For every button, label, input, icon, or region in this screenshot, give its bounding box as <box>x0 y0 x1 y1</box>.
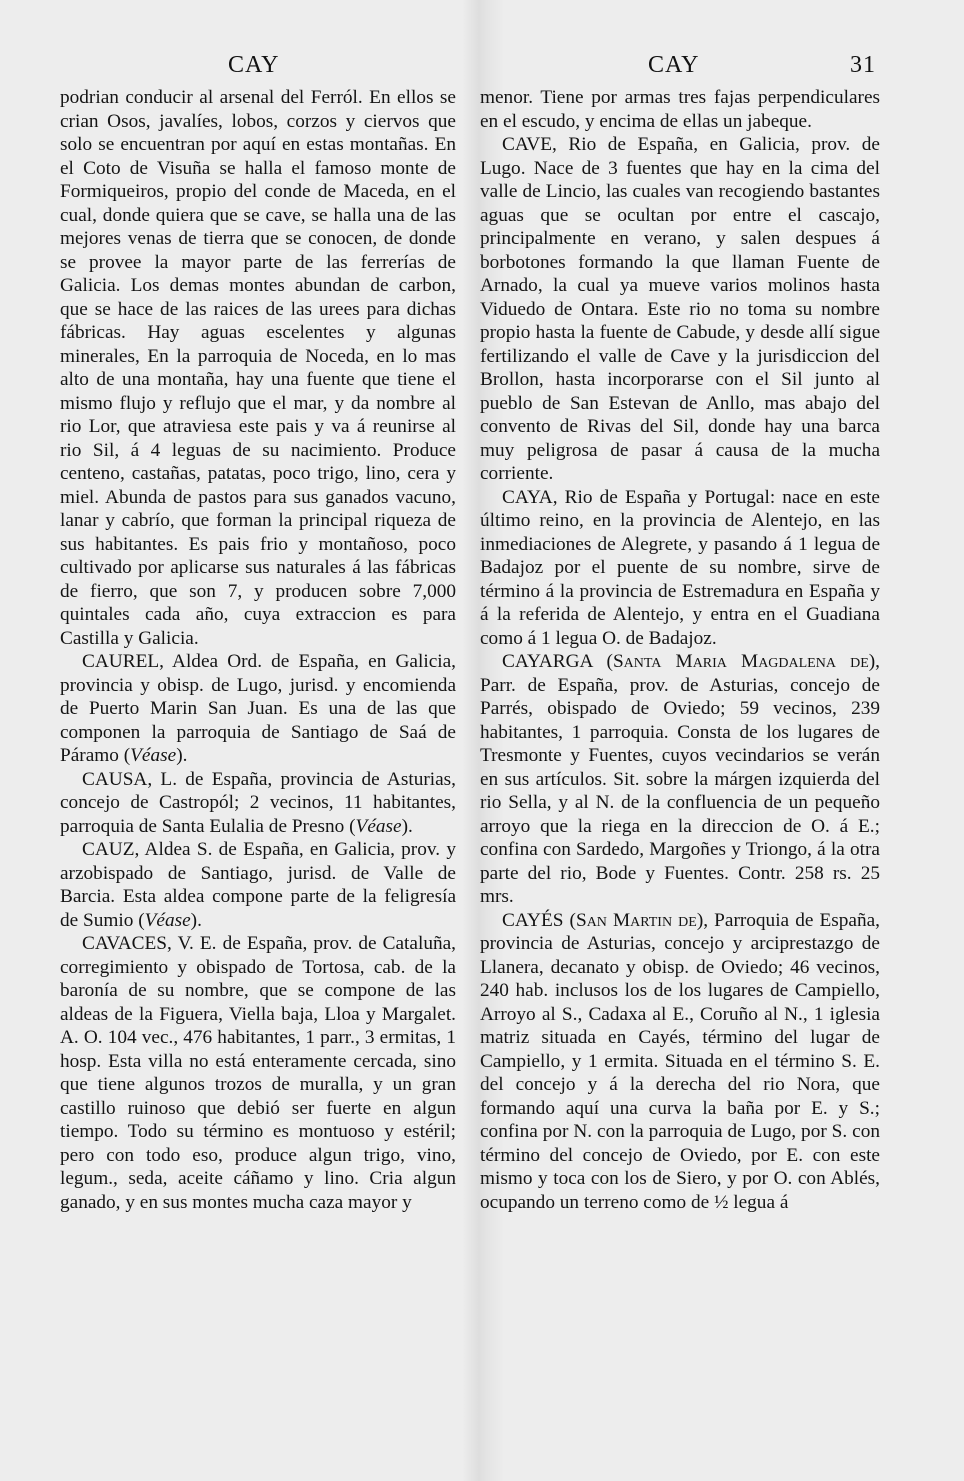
entry-cave <box>480 133 880 486</box>
entry-text: , Aldea S. de España, en Galicia, prov. y arzobispado de Santiago, jurisd. de Valle de Barcia. Esta aldea compone parte de la feligresía de Sumio ( <box>60 839 456 931</box>
entry-caurel <box>60 650 456 768</box>
entry-text-end: ). <box>176 745 188 766</box>
entry-text: , Aldea Ord. de España, en Galicia, provincia y obisp. de Lugo, jurisd. y encomienda de Puerto Marin San Juan. Es una de las que componen la parroquia de Santiago de Saá de Páramo ( <box>60 651 456 766</box>
cross-reference: Véase <box>144 909 191 931</box>
entry-cavaces <box>60 932 456 1214</box>
cross-reference: Véase <box>130 745 177 766</box>
entry-text-end: ). <box>401 815 413 837</box>
entry-subtitle: San Martin de <box>575 909 697 931</box>
entry-cayarga: CAYARGA (Santa Maria Magdalena de), Parr. de España, prov. de Asturias, concejo de Parrés, obispado de Oviedo; 59 vecinos, 239 habitantes, 1 parroquia. Consta de los lugares de Tresmonte y Fuentes, cuyos vecindarios se verán en sus artículos. Sit. sobre la márgen izquierda del rio Sella, y al N. de la confluencia de un pequeño arroyo que la riega en la direccion de O. á E.; confina con Sardedo, Margoñes y Triongo, á la otra parte del rio, Bode y Fuentes. Contr. 258 rs. 25 mrs. <box>480 651 880 907</box>
entry-cauz <box>60 838 456 932</box>
entry-headword: CAUZ <box>82 839 135 860</box>
entry-caya <box>480 486 880 651</box>
entry-text: ), Parroquia de España, provincia de Asturias, concejo y arciprestazgo de Llanera, decanato y obisp. de Oviedo; 46 vecinos, 240 hab. inclusos los de los lugares de Campiello, Arroyo al S., Cadaxa al E., Coruño al N., 1 iglesia matriz situada en Cayés, término del lugar de Campiello, y 1 ermita. Situada en el término S. E. del concejo y á la derecha del rio Nora, que formando aquí una curva la baña por E. y S.; confina por N. con la parroquia de Lugo, por S. con término del concejo de Oviedo, por E. con este mismo y toca con los de Siero, y por O. con Ablés, ocupando un terreno como de ½ legua á <box>480 909 880 1213</box>
running-head-right: CAY <box>648 52 700 78</box>
continued-entry-text: menor. Tiene por armas tres fajas perpendiculares en el escudo, y encima de ellas un jabeque. <box>480 87 880 132</box>
cross-reference: Véase <box>355 815 402 837</box>
entry-text: , V. E. de España, prov. de Cataluña, corregimiento y obispado de Tortosa, cab. de la baronía de su nombre, que se compone de las aldeas de la Figuera, Viella baja, Lloa y Margalet. A. O. 104 vec., 476 habitantes, 1 parr., 3 ermitas, 1 hosp. Esta villa no está enteramente cercada, sino que tiene algunos trozos de muralla, y un gran castillo ruinoso que debió ser fuerte en algun tiempo. Todo su término es montuoso y estéril; pero con todo eso, produce algun trigo, vino, legum., seda, aceite cáñamo y lino. Cria algun ganado, y en sus montes mucha caza mayor y <box>60 933 456 1213</box>
entry-cayes: CAYÉS (San Martin de), Parroquia de España, provincia de Asturias, concejo y arciprestazgo de Llanera, decanato y obisp. de Oviedo; 46 vecinos, 240 hab. inclusos los de los lugares de Campiello, Arroyo al S., Cadaxa al E., Coruño al N., 1 iglesia matriz situada en Cayés, término del lugar de Campiello, y 1 ermita. Situada en el término S. E. del concejo y á la derecha del rio Nora, que formando aquí una curva la baña por E. y S.; confina por N. con la parroquia de Lugo, por S. con término del concejo de Oviedo, por E. con este mismo y toca con los de Siero, y por O. con Ablés, ocupando un terreno como de ½ legua á <box>480 909 880 1213</box>
running-head-left: CAY <box>228 52 280 78</box>
entry-headword: CAYÉS <box>502 909 564 931</box>
entry-headword: CAUREL <box>82 651 160 672</box>
entry-headword: CAYARGA <box>502 651 593 672</box>
left-column <box>60 86 456 1214</box>
entry-causa <box>60 768 456 839</box>
entry-text: , Rio de España, en Galicia, prov. de Lugo. Nace de 3 fuentes que hay en la cima del valle de Lincio, las cuales van recogiendo bastantes aguas que se ocultan por entre el cascajo, principalmente en verano, y salen despues á borbotones formando la que llaman Fuente de Arnado, la cual ya mueve varios molinos hasta Viduedo de Ontara. Este rio no toma su nombre propio hasta la fuente de Cabude, y desde allí sigue fertilizando el valle de Cave y la jurisdiccion del Brollon, hasta incorporarse con el Sil junto al pueblo de San Estevan de Anllo, mas abajo del convento de Rivas del Sil, donde hay una barca muy peligrosa de pasar á causa de la mucha corriente. <box>480 134 880 484</box>
entry-headword: CAYA <box>502 486 553 508</box>
entry-headword: CAUSA <box>82 768 148 790</box>
entry-text: , Rio de España y Portugal: nace en este último reino, en la provincia de Alentejo, en las inmediaciones de Alegrete, y pasando á 1 legua de Badajoz por el puente de su nombre, sirve de término á la provincia de Estremadura en España y á la referida de Alentejo, y entra en el Guadiana como á 1 legua O. de Badajoz. <box>480 486 880 649</box>
entry-text: ), Parr. de España, prov. de Asturias, concejo de Parrés, obispado de Oviedo; 59 vecinos, 239 habitantes, 1 parroquia. Consta de los lugares de Tresmonte y Fuentes, cuyos vecindarios se verán en sus artículos. Sit. sobre la márgen izquierda del rio Sella, y al N. de la confluencia de un pequeño arroyo que la riega en la direccion de O. á E.; confina con Sardedo, Margoñes y Triongo, á la otra parte del rio, Bode y Fuentes. Contr. 258 rs. 25 mrs. <box>480 651 880 907</box>
right-column <box>480 86 880 1214</box>
entry-headword: CAVACES <box>82 933 168 954</box>
continued-entry-text: podrian conducir al arsenal del Ferról. En ellos se crian Osos, javalíes, lobos, corzos y ciervos que solo se encuentran por aquí en estas montañas. En el Coto de Visuña se halla el famoso monte de Formiqueiros, propio del conde de Maceda, en el cual, donde quiera que se cave, se halla una de las mejores venas de tierra que se conocen, de donde se provee la mayor parte de las ferrerías de Galicia. Los demas montes abundan de carbon, que se hace de las raices de las urees para dichas fábricas. Hay aguas escelentes y algunas minerales, En la parroquia de Noceda, en lo mas alto de una montaña, hay una fuente que tiene el mismo flujo y reflujo que el mar, y da nombre al rio Lor, que atraviesa este pais y va á reunirse al rio Sil, á 4 leguas de su nacimiento. Produce centeno, castañas, patatas, poco trigo, lino, cera y miel. Abunda de pastos para sus ganados vacuno, lanar y cabrío, que forman la principal riqueza de sus habitantes. Es pais frio y montañoso, poco cultivado por aplicarse sus naturales á las fábricas de fierro, que son 7, y producen sobre 7,000 quintales cada año, cuya extraccion es para Castilla y Galicia. <box>60 87 456 649</box>
entry-subtitle: Santa Maria Magdalena de <box>612 651 869 672</box>
page-number: 31 <box>850 52 876 78</box>
entry-headword: CAVE <box>502 134 553 155</box>
entry-text-end: ). <box>190 909 202 931</box>
entry-text: , L. de España, provincia de Asturias, concejo de Castropól; 2 vecinos, 11 habitantes, parroquia de Santa Eulalia de Presno ( <box>60 768 456 837</box>
